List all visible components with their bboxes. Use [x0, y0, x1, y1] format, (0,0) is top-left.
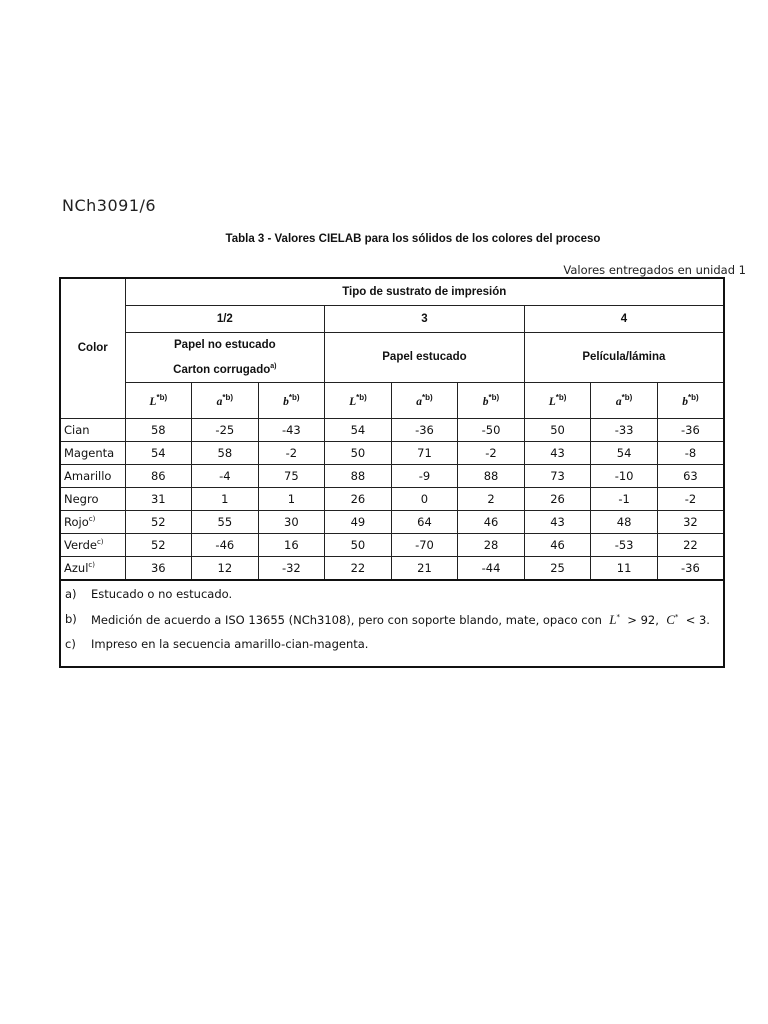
- value-cell: -2: [258, 441, 325, 464]
- variable-header: $L^{*b)}$: [125, 382, 192, 418]
- value-cell: 36: [125, 556, 192, 580]
- value-cell: -44: [458, 556, 525, 580]
- value-cell: 46: [524, 533, 591, 556]
- value-cell: 58: [192, 441, 259, 464]
- color-name-cell: Magenta: [60, 441, 125, 464]
- variable-header: $a^{*b)}$: [192, 382, 259, 418]
- value-cell: -25: [192, 418, 259, 441]
- table-row: [60, 556, 724, 580]
- value-cell: 88: [458, 464, 525, 487]
- value-cell: 26: [524, 487, 591, 510]
- color-name-cell: Amarillo: [60, 464, 125, 487]
- value-cell: -36: [657, 556, 724, 580]
- table-title: Tabla 3 - Valores CIELAB para los sólidos de los colores del proceso: [225, 233, 601, 245]
- variable-header: $b^{*b)}$: [258, 382, 325, 418]
- table-notes: [60, 580, 724, 667]
- value-cell: 0: [391, 487, 458, 510]
- table-row: [60, 464, 724, 487]
- value-cell: 63: [657, 464, 724, 487]
- value-cell: 43: [524, 441, 591, 464]
- value-cell: 73: [524, 464, 591, 487]
- value-cell: 1: [192, 487, 259, 510]
- substrate-header-uncoated: [125, 332, 325, 382]
- value-cell: 30: [258, 510, 325, 533]
- color-name-cell: Rojo$^{c)}$: [60, 510, 125, 533]
- value-cell: 12: [192, 556, 259, 580]
- color-name-cell: Cian: [60, 418, 125, 441]
- variable-header: $a^{*b)}$: [391, 382, 458, 418]
- table-row: [60, 533, 724, 556]
- value-cell: 25: [524, 556, 591, 580]
- substrate-type-header: Tipo de sustrato de impresión: [125, 278, 724, 305]
- group-number: 4: [524, 305, 724, 332]
- note-c: c) Impreso en la secuencia amarillo-cian-magenta.: [65, 636, 369, 651]
- value-cell: -2: [657, 487, 724, 510]
- variable-header: $a^{*b)}$: [591, 382, 658, 418]
- value-cell: 71: [391, 441, 458, 464]
- units-note: Valores entregados en unidad 1: [563, 263, 746, 277]
- cielab-table: [59, 277, 725, 668]
- value-cell: -33: [591, 418, 658, 441]
- value-cell: -9: [391, 464, 458, 487]
- value-cell: 46: [458, 510, 525, 533]
- color-name-cell: Verde$^{c)}$: [60, 533, 125, 556]
- substrate-line: Papel no estucado: [174, 338, 276, 351]
- variable-header: $L^{*b)}$: [524, 382, 591, 418]
- variable-header: $b^{*b)}$: [657, 382, 724, 418]
- value-cell: 58: [125, 418, 192, 441]
- value-cell: -43: [258, 418, 325, 441]
- value-cell: 50: [325, 441, 392, 464]
- value-cell: 54: [325, 418, 392, 441]
- value-cell: 26: [325, 487, 392, 510]
- value-cell: 32: [657, 510, 724, 533]
- substrate-header-coated: Papel estucado: [325, 332, 525, 382]
- value-cell: 88: [325, 464, 392, 487]
- value-cell: -36: [391, 418, 458, 441]
- substrate-header-film: Película/lámina: [524, 332, 724, 382]
- group-number: 3: [325, 305, 525, 332]
- value-cell: 86: [125, 464, 192, 487]
- value-cell: 28: [458, 533, 525, 556]
- value-cell: 2: [458, 487, 525, 510]
- value-cell: 54: [591, 441, 658, 464]
- value-cell: 50: [325, 533, 392, 556]
- value-cell: 64: [391, 510, 458, 533]
- value-cell: -2: [458, 441, 525, 464]
- table-row: [60, 487, 724, 510]
- value-cell: 75: [258, 464, 325, 487]
- value-cell: 1: [258, 487, 325, 510]
- value-cell: 22: [657, 533, 724, 556]
- value-cell: -53: [591, 533, 658, 556]
- value-cell: 16: [258, 533, 325, 556]
- variable-header: $L^{*b)}$: [325, 382, 392, 418]
- table-row: [60, 441, 724, 464]
- value-cell: 43: [524, 510, 591, 533]
- value-cell: 49: [325, 510, 392, 533]
- table-row: [60, 418, 724, 441]
- value-cell: -46: [192, 533, 259, 556]
- value-cell: 50: [524, 418, 591, 441]
- value-cell: 52: [125, 533, 192, 556]
- color-name-cell: Azul$^{c)}$: [60, 556, 125, 580]
- color-column-header: Color: [60, 278, 125, 418]
- value-cell: -50: [458, 418, 525, 441]
- note-b: b) Medición de acuerdo a ISO 13655 (NCh3108), pero con soporte blando, mate, opaco con L* > 92, C* < 3.: [65, 611, 710, 627]
- table-row: [60, 510, 724, 533]
- value-cell: -4: [192, 464, 259, 487]
- value-cell: -32: [258, 556, 325, 580]
- value-cell: 55: [192, 510, 259, 533]
- document-code: NCh3091/6: [62, 196, 157, 215]
- variable-header: $b^{*b)}$: [458, 382, 525, 418]
- value-cell: -8: [657, 441, 724, 464]
- substrate-line: Carton corrugado$^{a)}$: [173, 362, 277, 376]
- value-cell: 21: [391, 556, 458, 580]
- group-number: 1/2: [125, 305, 325, 332]
- value-cell: 48: [591, 510, 658, 533]
- value-cell: 54: [125, 441, 192, 464]
- value-cell: 52: [125, 510, 192, 533]
- note-a: a) Estucado o no estucado.: [65, 586, 233, 601]
- value-cell: 22: [325, 556, 392, 580]
- value-cell: -70: [391, 533, 458, 556]
- value-cell: -10: [591, 464, 658, 487]
- color-name-cell: Negro: [60, 487, 125, 510]
- value-cell: -1: [591, 487, 658, 510]
- value-cell: 11: [591, 556, 658, 580]
- value-cell: -36: [657, 418, 724, 441]
- value-cell: 31: [125, 487, 192, 510]
